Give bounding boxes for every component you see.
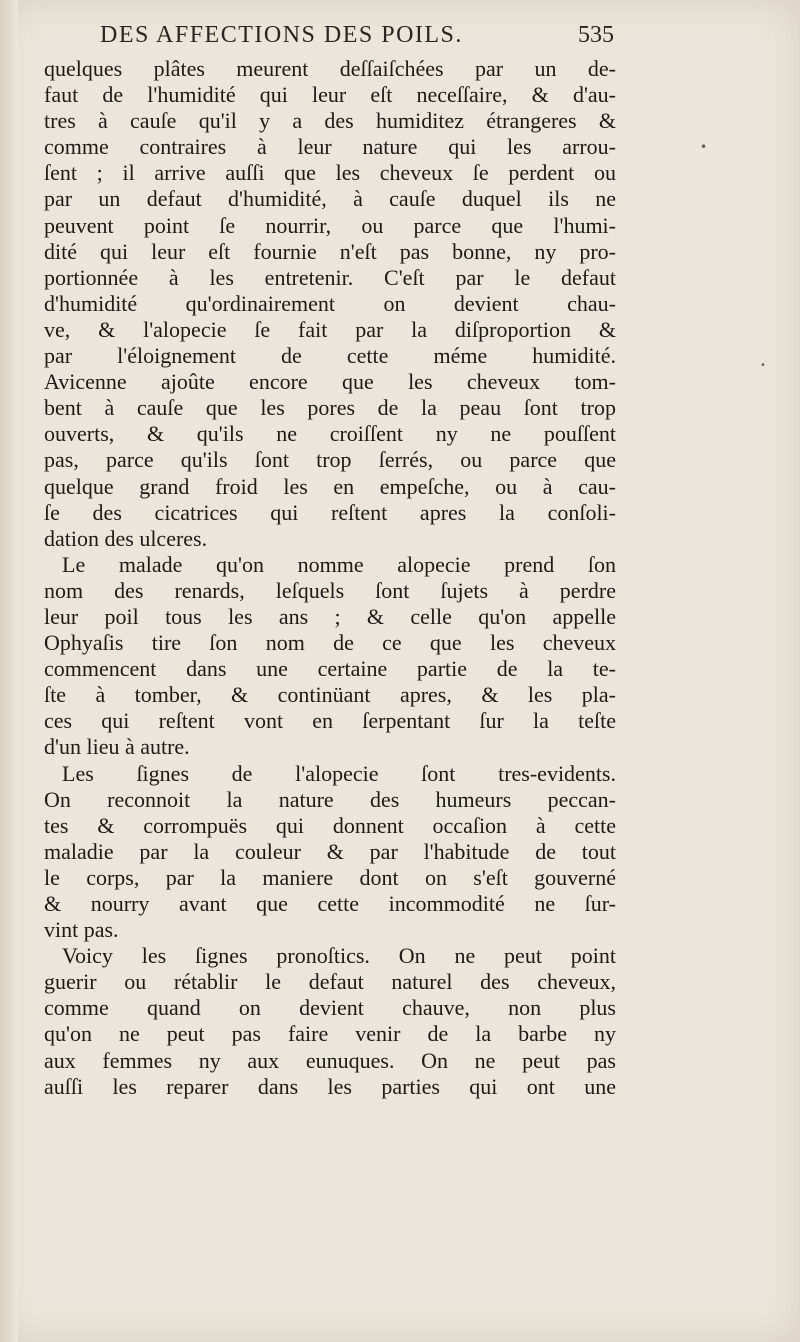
- text-line: Le malade qu'on nomme alopecie prend ſon: [62, 551, 616, 577]
- text-line: bent à cauſe que les pores de la peau ſont trop: [44, 395, 616, 421]
- text-line: leur poil tous les ans ; & celle qu'on appelle: [44, 603, 616, 629]
- text-line: par l'éloignement de cette méme humidité.: [44, 343, 616, 369]
- text-line: ces qui reſtent vont en ſerpentant ſur la teſte: [44, 708, 616, 734]
- text-line: & nourry avant que cette incommodité ne ſur-: [44, 891, 616, 916]
- text-line: quelque grand froid les en empeſche, ou à cau-: [44, 473, 616, 499]
- page-number: 535: [578, 22, 614, 48]
- page-gutter-shadow: [0, 0, 18, 1342]
- text-line: dité qui leur eſt fournie n'eſt pas bonne, ny pro-: [44, 238, 616, 264]
- text-line: tes & corrompuës qui donnent occaſion à cette: [44, 812, 616, 838]
- text-line: portionnée à les entretenir. C'eſt par le defaut: [44, 264, 616, 290]
- text-line: auſſi les reparer dans les parties qui ont une: [44, 1073, 616, 1099]
- text-line: maladie par la couleur & par l'habitude de tout: [44, 838, 616, 864]
- text-line: peuvent point ſe nourrir, ou parce que l'humi-: [44, 212, 616, 238]
- text-line: quelques plâtes meurent deſſaiſchées par un de-: [44, 56, 616, 81]
- body-text: [44, 56, 616, 1100]
- text-line: tres à cauſe qu'il y a des humiditez étrangeres &: [44, 108, 616, 134]
- text-line: dation des ulceres.: [44, 525, 208, 551]
- text-line: guerir ou rétablir le defaut naturel des cheveux,: [44, 969, 616, 995]
- text-line: aux femmes ny aux eunuques. On ne peut pas: [44, 1047, 616, 1073]
- text-line: comme contraires à leur nature qui les arrou-: [44, 134, 616, 160]
- text-line: ſe des cicatrices qui reſtent apres la conſoli-: [44, 499, 616, 525]
- text-line: faut de l'humidité qui leur eſt neceſſaire, & d'au-: [44, 82, 616, 108]
- text-line: nom des renards, leſquels ſont ſujets à perdre: [44, 577, 616, 603]
- margin-speck: •: [760, 360, 766, 371]
- text-line: par un defaut d'humidité, à cauſe duquel ils ne: [44, 186, 616, 212]
- text-line: commencent dans une certaine partie de la te-: [44, 656, 616, 682]
- margin-speck: •: [700, 140, 708, 154]
- text-line: ve, & l'alopecie ſe fait par la diſproportion &: [44, 316, 616, 342]
- text-line: Voicy les ſignes pronoſtics. On ne peut point: [62, 943, 616, 969]
- text-line: ſent ; il arrive auſſi que les cheveux ſe perdent ou: [44, 160, 616, 186]
- text-line: d'humidité qu'ordinairement on devient chau-: [44, 290, 616, 316]
- text-line: On reconnoit la nature des humeurs peccan-: [44, 786, 616, 812]
- text-line: qu'on ne peut pas faire venir de la barbe ny: [44, 1021, 616, 1047]
- text-line: ſte à tomber, & continüant apres, & les pla-: [44, 682, 616, 708]
- text-line: d'un lieu à autre.: [44, 734, 190, 760]
- text-line: vint pas.: [44, 917, 119, 943]
- text-line: Avicenne ajoûte encore que les cheveux tom-: [44, 369, 616, 395]
- text-line: ouverts, & qu'ils ne croiſſent ny ne pouſſent: [44, 421, 616, 447]
- running-title: DES AFFECTIONS DES POILS.: [100, 22, 463, 48]
- text-line: comme quand on devient chauve, non plus: [44, 995, 616, 1021]
- text-line: Ophyaſis tire ſon nom de ce que les cheveux: [44, 630, 616, 656]
- text-line: pas, parce qu'ils ſont trop ſerrés, ou parce que: [44, 447, 616, 473]
- text-line: Les ſignes de l'alopecie ſont tres-evidents.: [62, 760, 616, 786]
- text-line: le corps, par la maniere dont on s'eſt gouverné: [44, 864, 616, 890]
